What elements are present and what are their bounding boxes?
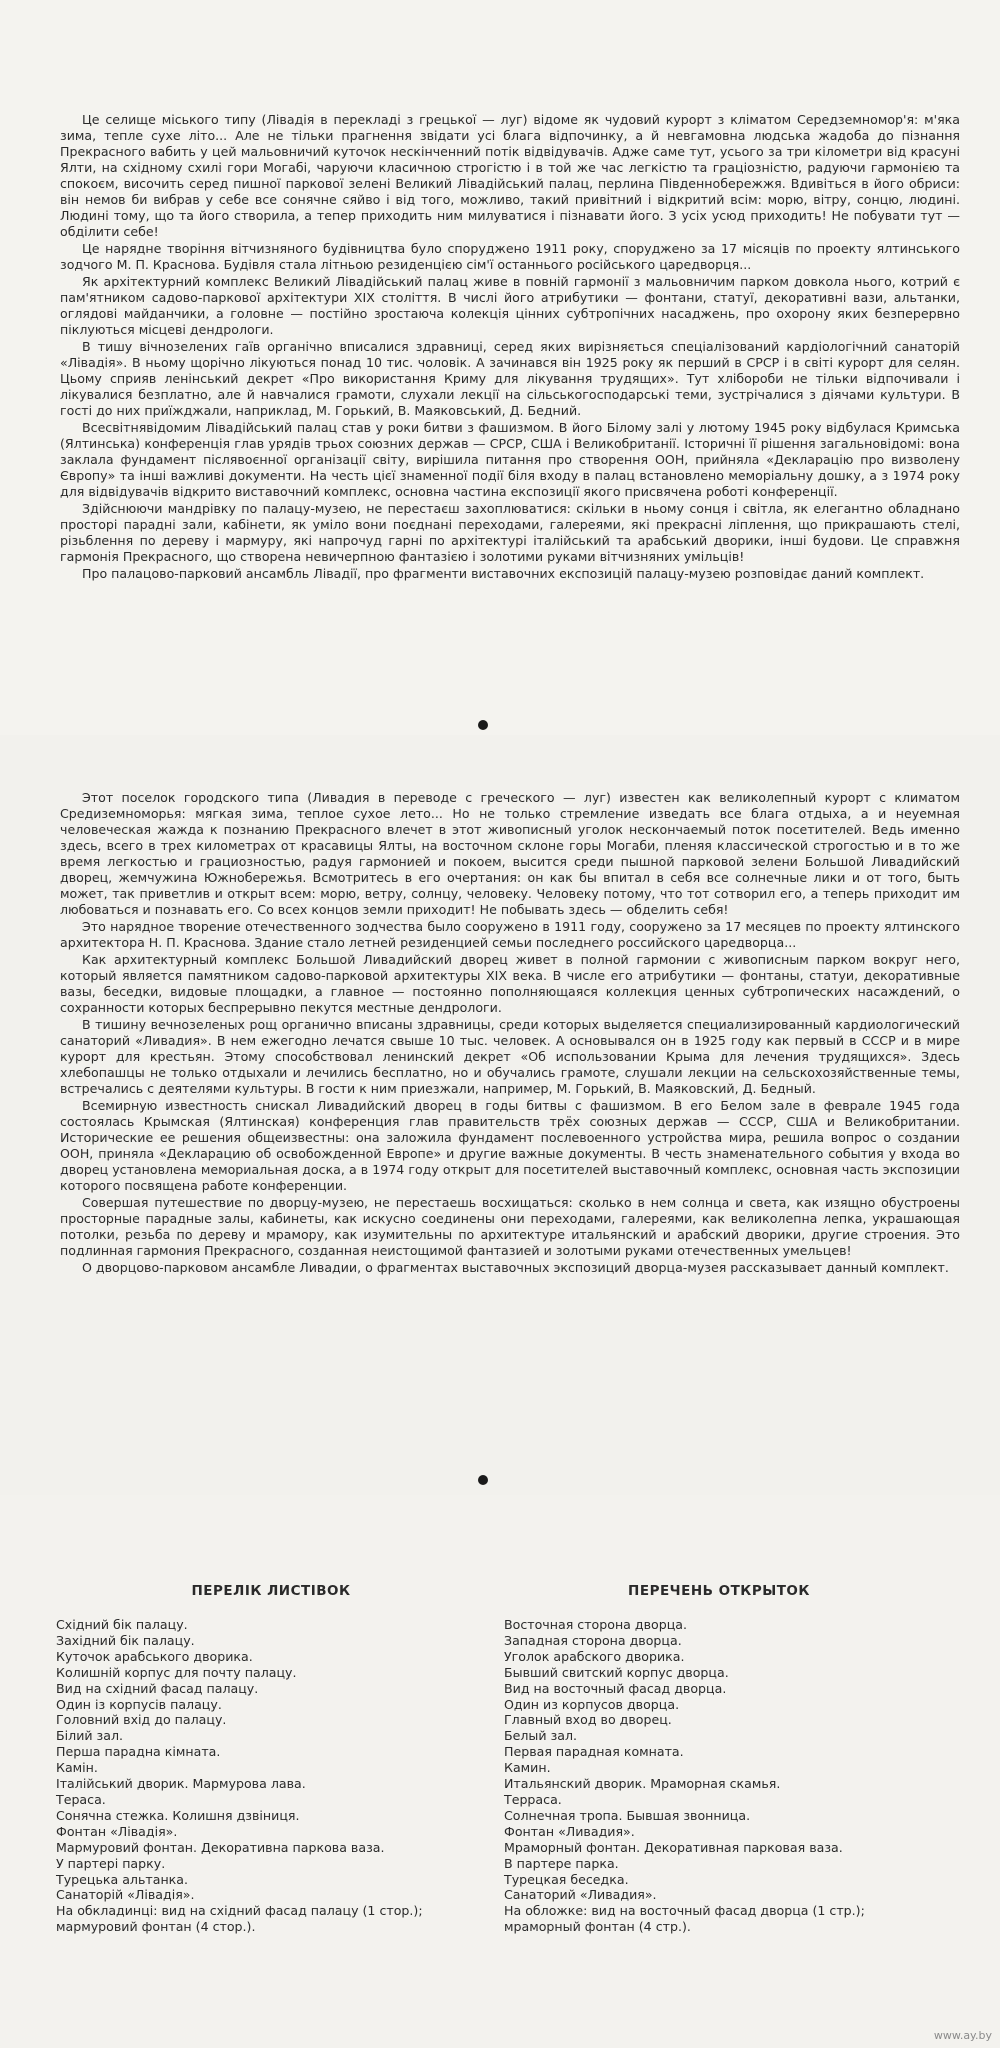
- paragraph: Как архитектурный комплекс Большой Ливадийский дворец живет в полной гармонии с живописным парком вокруг него, который является памятником садово-парковой архитектуры XIX века. В числе его атрибутики — фонтаны, статуи, декоративные вазы, беседки, видовые площадки, а главное — постоянно пополняющаяся коллекция ценных субтропических насаждений, о сохранности которых беспрерывно пекутся местные дендрологи.: [60, 952, 960, 1015]
- paragraph: Всесвітнявідомим Лівадійський палац став у роки битви з фашизмом. В його Білому залі у лютому 1945 року відбулася Кримська (Ялтинська) конференція глав урядів трьох союзних держав — СРСР, США і Великобританії. Історичні її рішення загальновідомі: вона заклала фундамент післявоєнної організації світу, вирішила питання про створення ООН, прийняла «Декларацію про визволену Європу» та інші важливі документи. На честь цієї знаменної події біля входу в палац встановлено меморіальну дошку, а з 1974 року для відвідувачів відкрито виставочний комплекс, основна частина експозиції якого присвячена роботі конференції.: [60, 420, 960, 499]
- list-item: Фонтан «Лівадія».: [56, 1823, 178, 1839]
- list-title-russian: ПЕРЕЧЕНЬ ОТКРЫТОК: [628, 1583, 810, 1599]
- paragraph: Всемирную известность снискал Ливадийский дворец в годы битвы с фашизмом. В его Белом зале в феврале 1945 года состоялась Крымская (Ялтинская) конференция глав правительств трёх союзных держав — СССР, США и Великобритании. Исторические ее решения общеизвестны: она заложила фундамент послевоенного устройства мира, решила вопрос о создании ООН, приняла «Декларацию об освобожденной Европе» и другие важные документы. В честь знаменательного события у входа во дворец установлена мемориальная доска, а в 1974 году открыт для посетителей выставочный комплекс, основная часть экспозиции которого посвящена работе конференции.: [60, 1098, 960, 1193]
- binding-hole: [478, 720, 488, 730]
- paragraph: Здійснюючи мандрівку по палацу-музею, не перестаєш захоплюватися: скільки в ньому сонця і світла, як елегантно обладнано просторі парадні зали, кабінети, як уміло вони поєднані переходами, галереями, які прекрасні ліплення, що прикрашають стелі, різьблення по дереву і мармуру, які напрочуд гарні по архітектурі італійський та арабський дворики, інші будови. Це справжня гармонія Прекрасного, що створена невичерпною фантазією і золотими руками вітчизняних умільців!: [60, 501, 960, 564]
- list-item: Білий зал.: [56, 1728, 124, 1744]
- list-item: мраморный фонтан (4 стр.).: [504, 1919, 691, 1935]
- list-item: Первая парадная комната.: [504, 1744, 684, 1760]
- list-item: Перша парадна кімната.: [56, 1744, 221, 1760]
- list-item: Східний бік палацу.: [56, 1617, 188, 1632]
- list-item: Вид на восточный фасад дворца.: [504, 1680, 727, 1696]
- watermark: www.ay.by: [933, 2029, 992, 2042]
- list-item: Один из корпусов дворца.: [504, 1696, 680, 1712]
- list-item: Итальянский дворик. Мраморная скамья.: [504, 1776, 781, 1792]
- list-item: Терраса.: [504, 1791, 562, 1807]
- list-item: Турецька альтанка.: [56, 1871, 189, 1887]
- list-item: Італійський дворик. Мармурова лава.: [56, 1776, 306, 1792]
- list-item: У партері парку.: [56, 1855, 166, 1871]
- list-item: Главный вход во дворец.: [504, 1712, 672, 1728]
- list-item: мармуровий фонтан (4 стор.).: [56, 1919, 256, 1935]
- paragraph: Про палацово-парковий ансамбль Лівадії, про фрагменти виставочних експозицій палацу-музею розповідає даний комплект.: [82, 566, 925, 581]
- paragraph: Це селище міського типу (Лівадія в перекладі з грецької — луг) відоме як чудовий курорт з кліматом Середземномор'я: м'яка зима, тепле сухе літо... Але не тільки прагнення звідати усі блага відпочинку, а й невгамовна людська жадоба до пізнання Прекрасного вабить у цей мальовничий куточок нескінченний потік відвідувачів. Адже саме тут, усього за три кілометри від красуні Ялти, на східному схилі гори Могабі, чаруючи класичною строгістю і в той же час легкістю та грацiозністю, радуючи гармонією та спокоєм, височить серед пишної паркової зелені Великий Лівадійський палац, перлина Південнобережжя. Вдивіться в його обриси: він немов би вибрав у себе все сонячне сяйво і від того, можливо, такий привітний і відкритий всім: морю, вітру, сонцю, людині. Людині тому, що та його створила, а тепер приходить ним милуватися і пізнавати його. З усіх усюд приходить! Не побувати тут — обділити себе!: [60, 112, 960, 239]
- list-item: Тераса.: [56, 1791, 106, 1807]
- list-item: Камін.: [56, 1760, 98, 1776]
- list-item: Турецкая беседка.: [504, 1871, 629, 1887]
- list-item: Камин.: [504, 1760, 551, 1776]
- list-item: Фонтан «Ливадия».: [504, 1823, 635, 1839]
- list-item: Куточок арабського дворика.: [56, 1648, 253, 1664]
- list-item: Один із корпусів палацу.: [56, 1696, 222, 1712]
- paragraph: Это нарядное творение отечественного зодчества было сооружено в 1911 году, сооружено за 17 месяцев по проекту ялтинского архитектора Н. П. Краснова. Здание стало летней резиденцией семьи последнего российского царедворца...: [60, 919, 960, 950]
- ukrainian-text-panel: [0, 0, 1000, 735]
- paragraph: Як архітектурний комплекс Великий Лівадійський палац живе в повній гармонії з мальовничим парком довкола нього, котрий є пам'ятником садово-паркової архітектури XIX століття. В числі його атрибутики — фонтани, статуї, декоративні вази, альтанки, оглядові майданчики, а головне — постійно зростаюча колекція цінних субтропічних насаджень, про охорону яких безперервно піклуються місцеві дендрологи.: [60, 274, 960, 337]
- russian-description: [60, 790, 960, 1277]
- list-item: Вид на східний фасад палацу.: [56, 1680, 259, 1696]
- list-item: Западная сторона дворца.: [504, 1632, 682, 1648]
- list-item: Санаторий «Ливадия».: [504, 1887, 657, 1903]
- paragraph: Совершая путешествие по дворцу-музею, не перестаешь восхищаться: сколько в нем солнца и света, как изящно обустроены просторные парадные залы, кабинеты, как искусно соединены они переходами, галереями, как великолепна лепка, украшающая потолки, резьба по дереву и мрамору, как изумительны по архитектуре итальянский и арабский дворики, другие строения. Это подлинная гармония Прекрасного, созданная неистощимой фантазией и золотыми руками отечественных умельцев!: [60, 1195, 960, 1258]
- list-item: Колишній корпус для почту палацу.: [56, 1664, 297, 1680]
- russian-text-panel: [0, 735, 1000, 1495]
- paragraph: Этот поселок городского типа (Ливадия в переводе с греческого — луг) известен как великолепный курорт с климатом Средиземноморья: мягкая зима, теплое сухое лето... Но не только стремление изведать все блага отдыха, а и неуемная человеческая жажда к познанию Прекрасного влечет в этот живописный уголок нескончаемый поток посетителей. Ведь именно здесь, всего в трех километрах от красавицы Ялты, на восточном склоне горы Могаби, пленяя классической строгостью и в то же время легкостью и грациозностью, радуя гармонией и покоем, высится среди пышной парковой зелени Большой Ливадийский дворец, жемчужина Южнобережья. Всмотритесь в его очертания: он как бы впитал в себя все солнечные лики и от того, быть может, так приветлив и открыт всем: морю, ветру, солнцу, человеку. Человеку потому, что тот сотворил его, а теперь приходит им любоваться и познавать его. Со всех концов земли приходит! Не побывать здесь — обделить себя!: [60, 790, 960, 917]
- list-item: Санаторій «Лівадія».: [56, 1887, 195, 1903]
- list-item: Мармуровий фонтан. Декоративна паркова ваза.: [56, 1839, 385, 1855]
- postcard-list-russian: [504, 1617, 934, 1935]
- list-item: В партере парка.: [504, 1855, 619, 1871]
- list-item: Белый зал.: [504, 1728, 578, 1744]
- postcard-lists-panel: [0, 1495, 1000, 2048]
- paragraph: В тишину вечнозеленых рощ органично вписаны здравницы, среди которых выделяется специализированный кардиологический санаторий «Ливадия». В нем ежегодно лечатся свыше 10 тыс. человек. А основывался он в 1925 году как первый в СССР и в мире курорт для крестьян. Этому способствовал ленинский декрет «Об использовании Крыма для лечения трудящихся». Здесь хлебопашцы не только отдыхали и лечились бесплатно, но и обучались грамоте, слушали лекции на сельскохозяйственные темы, встречались с деятелями культуры. В гости к ним приезжали, например, М. Горький, В. Маяковский, Д. Бедный.: [60, 1017, 960, 1096]
- list-item: Західний бік палацу.: [56, 1632, 195, 1648]
- binding-hole: [478, 1475, 488, 1485]
- list-title-ukrainian: ПЕРЕЛІК ЛИСТІВОК: [191, 1583, 351, 1599]
- list-item: Сонячна стежка. Колишня дзвіниця.: [56, 1807, 300, 1823]
- postcard-list-ukrainian: [56, 1617, 486, 1935]
- ukrainian-description: [60, 112, 960, 583]
- list-item: Головний вхід до палацу.: [56, 1712, 227, 1728]
- paragraph: Це нарядне творіння вітчизняного будівництва було споруджено 1911 року, споруджено за 17 місяців по проекту ялтинського зодчого М. П. Краснова. Будівля стала літньою резиденцією сім'ї останнього російського царедворця...: [60, 241, 960, 272]
- list-item: На обкладинці: вид на східний фасад палацу (1 стор.);: [56, 1903, 423, 1919]
- list-item: Восточная сторона дворца.: [504, 1617, 688, 1632]
- list-item: Мраморный фонтан. Декоративная парковая ваза.: [504, 1839, 843, 1855]
- list-item: На обложке: вид на восточный фасад дворца (1 стр.);: [504, 1903, 865, 1919]
- list-item: Бывший свитский корпус дворца.: [504, 1664, 729, 1680]
- list-item: Солнечная тропа. Бывшая звонница.: [504, 1807, 751, 1823]
- paragraph: О дворцово-парковом ансамбле Ливадии, о фрагментах выставочных экспозиций дворца-музея рассказывает данный комплект.: [82, 1260, 949, 1275]
- paragraph: В тишу вічнозелених гаїв органічно вписалися здравниці, серед яких вирізняється спеціалізований кардіологічний санаторій «Лівадія». В ньому щорічно лікуються понад 10 тис. чоловік. А зачинався він 1925 року як перший в СРСР і в світі курорт для селян. Цьому сприяв ленінський декрет «Про використання Криму для лікування трудящих». Тут хлібороби не тільки відпочивали і лікувалися безплатно, але й навчалися грамоти, слухали лекції на сільськогосподарські теми, зустрічалися з діячами культури. В гості до них приїжджали, наприклад, М. Горький, В. Маяковський, Д. Бедний.: [60, 339, 960, 418]
- list-item: Уголок арабского дворика.: [504, 1648, 685, 1664]
